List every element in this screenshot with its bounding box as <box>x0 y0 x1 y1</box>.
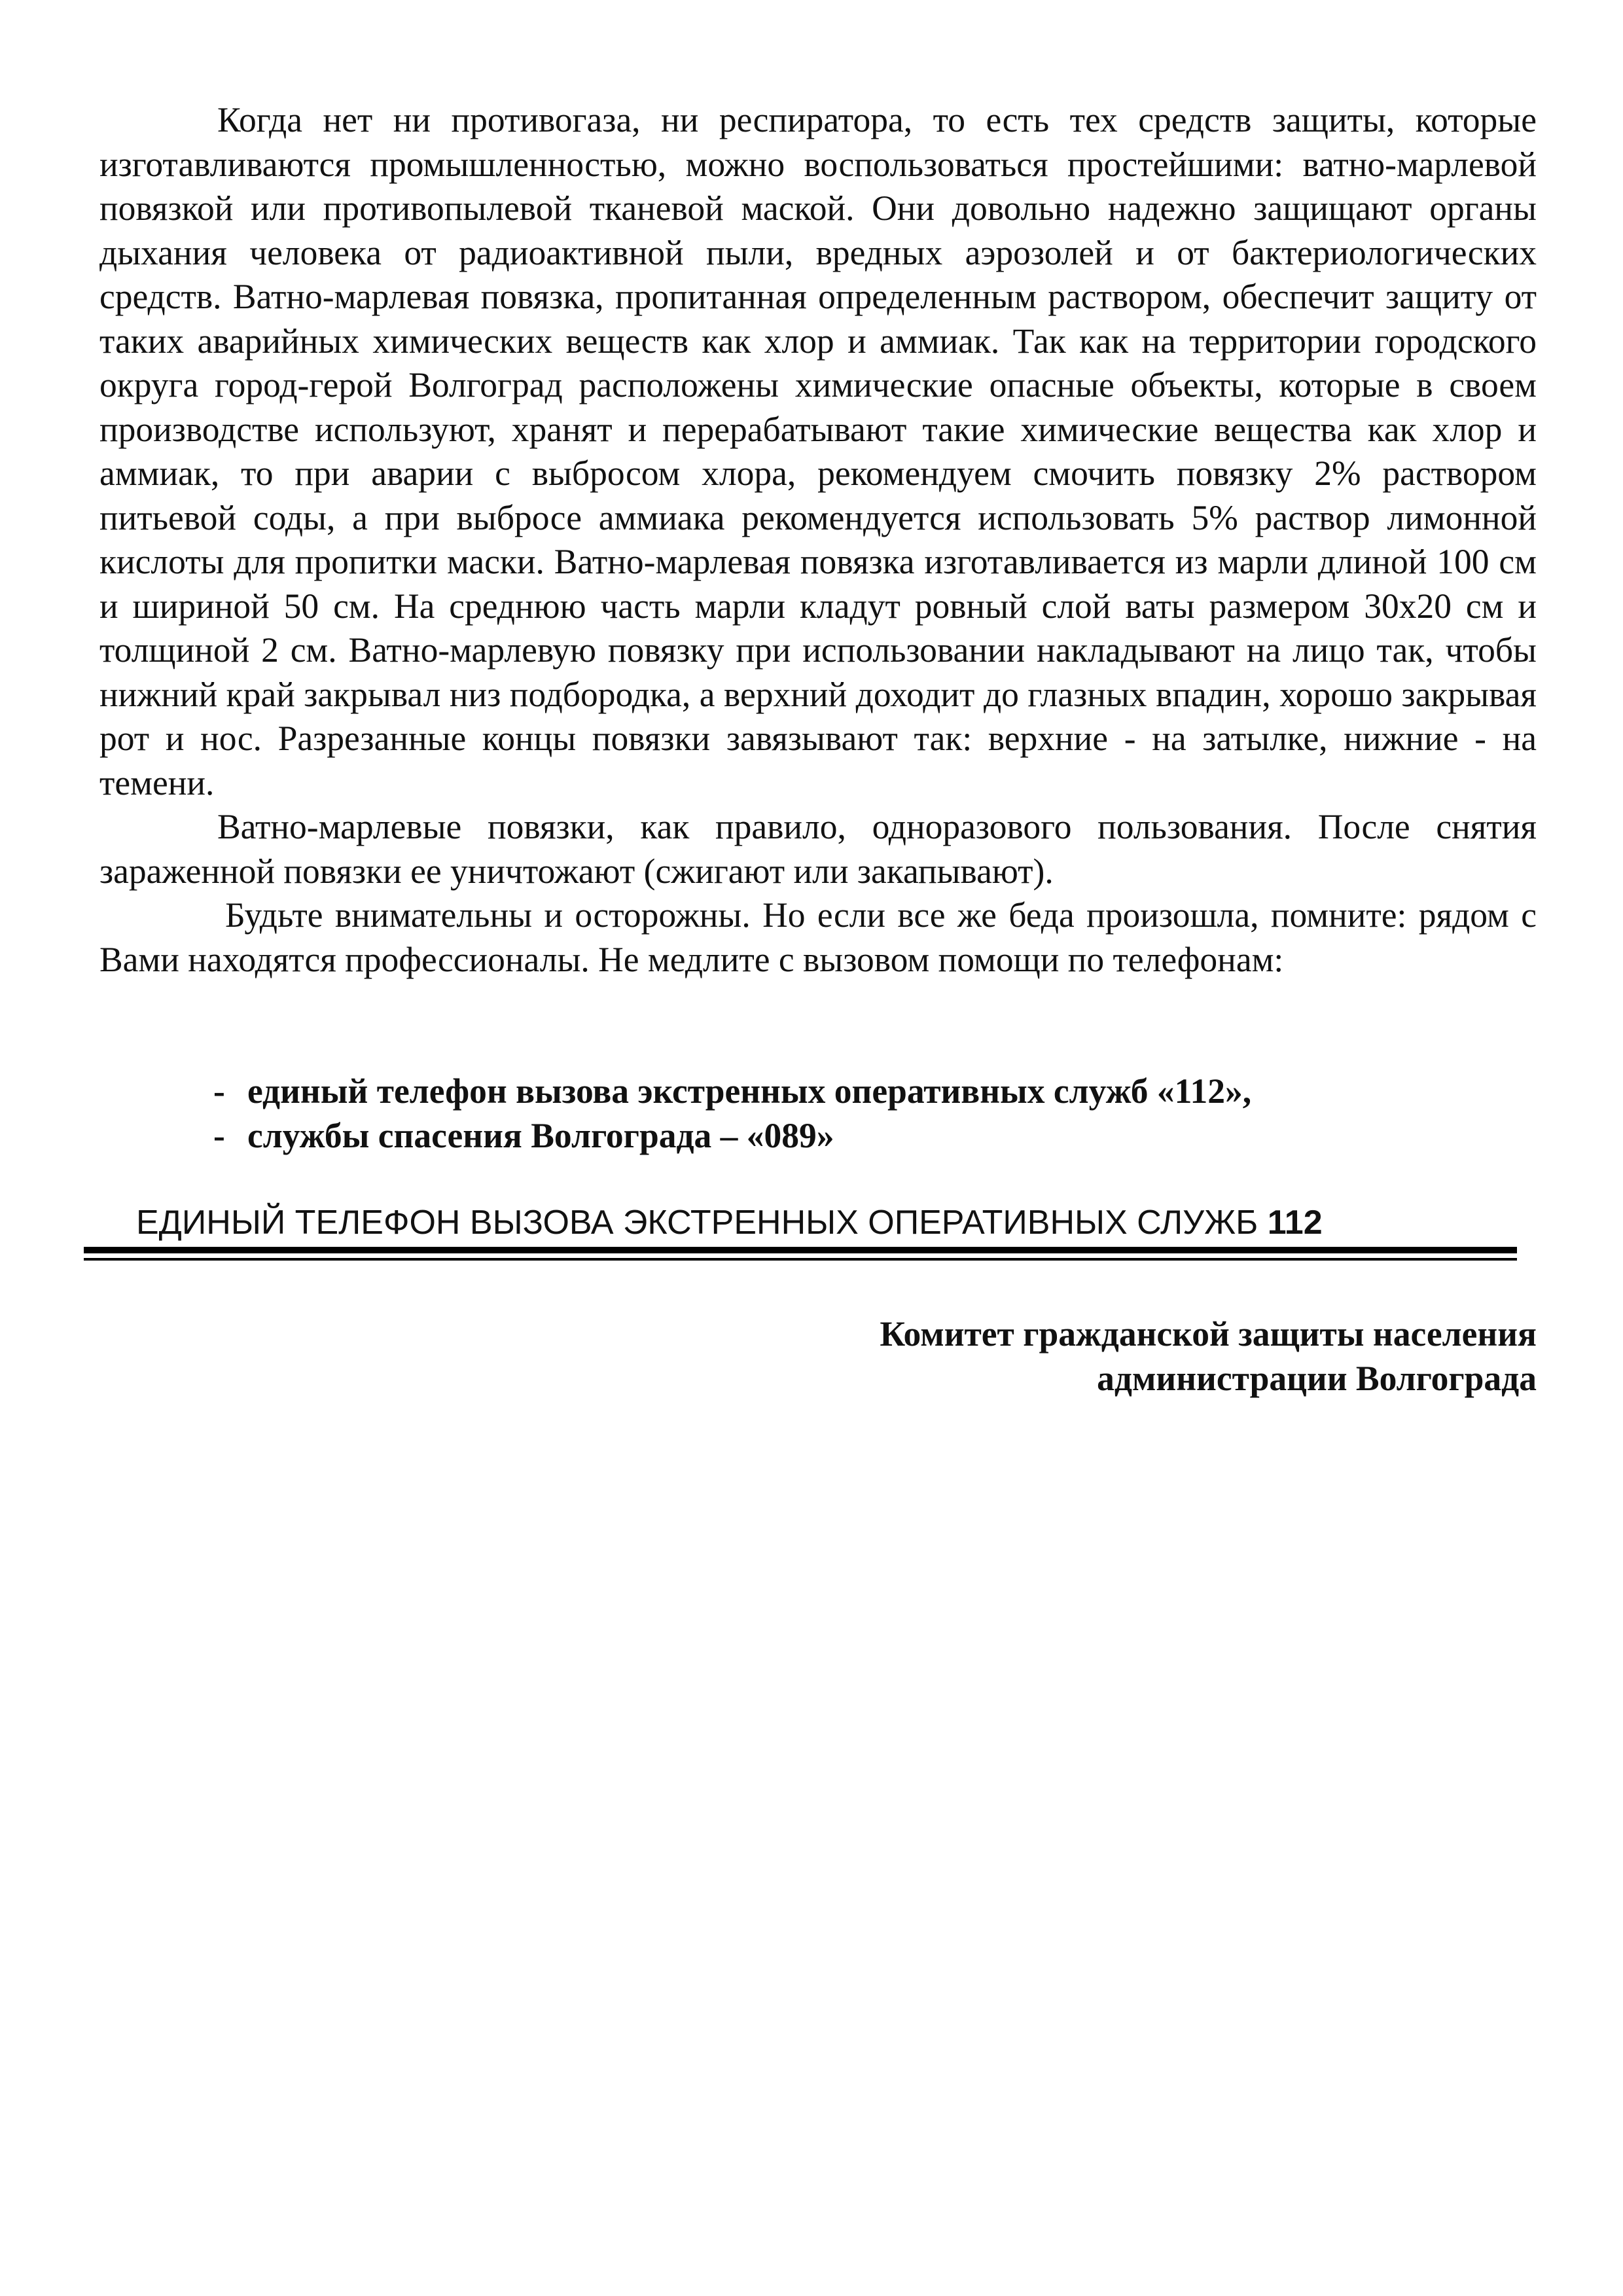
body-text <box>99 98 1537 982</box>
banner-number: 112 <box>1267 1204 1323 1242</box>
phone-item-text: единый телефон вызова экстренных оперативных служб «112», <box>247 1071 1252 1111</box>
phone-item-089 <box>213 1114 1251 1158</box>
emergency-banner <box>136 1203 1323 1242</box>
paragraph-protection-bandage: Когда нет ни противогаза, ни респиратора, то есть тех средств защиты, которые изготавливаются промышленностью, можно воспользоваться простейшими: ватно-марлевой повязкой или противопылевой тканевой маской. Они довольно надежно защищают органы дыхания человека от радиоактивной пыли, вредных аэрозолей и от бактериологических средств. Ватно-марлевая повязка, пропитанная определенным раствором, обеспечит защиту от таких аварийных химических веществ как хлор и аммиак. Так как на территории городского округа город-герой Волгоград расположены химические опасные объекты, которые в своем производстве используют, хранят и перерабатывают такие химические вещества как хлор и аммиак, то при аварии с выбросом хлора, рекомендуем смочить повязку 2% раствором питьевой соды, а при выбросе аммиака рекомендуется использовать 5% раствор лимонной кислоты для пропитки маски. Ватно-марлевая повязка изготавливается из марли длиной 100 см и шириной 50 см. На среднюю часть марли кладут ровный слой ваты размером 30х20 см и толщиной 2 см. Ватно-марлевую повязку при использовании накладывают на лицо так, чтобы нижний край закрывал низ подбородка, а верхний доходит до глазных впадин, хорошо закрывая рот и нос. Разрезанные концы повязки завязывают так: верхние - на затылке, нижние - на темени. <box>99 100 1537 802</box>
list-dash: - <box>213 1071 225 1111</box>
phone-item-112 <box>213 1069 1251 1114</box>
signature-line-administration: администрации Волгограда <box>1097 1358 1537 1398</box>
signature-line-committee: Комитет гражданской защиты населения <box>880 1314 1537 1354</box>
paragraph-single-use: Ватно-марлевые повязки, как правило, одноразового пользования. После снятия зараженной повязки ее уничтожают (сжигают или закапывают). <box>99 807 1537 891</box>
emergency-phone-list <box>213 1069 1251 1158</box>
signature-block <box>880 1312 1537 1401</box>
banner-text: ЕДИНЫЙ ТЕЛЕФОН ВЫЗОВА ЭКСТРЕННЫХ ОПЕРАТИВНЫХ СЛУЖБ <box>136 1204 1268 1242</box>
phone-item-text: службы спасения Волгограда – «089» <box>247 1115 834 1155</box>
list-dash: - <box>213 1115 225 1155</box>
divider-thick <box>84 1247 1517 1253</box>
paragraph-call-for-help: Будьте внимательны и осторожны. Но если все же беда произошла, помните: рядом с Вами находятся профессионалы. Не медлите с вызовом помощи по телефонам: <box>99 895 1537 979</box>
divider-thin <box>84 1258 1517 1261</box>
